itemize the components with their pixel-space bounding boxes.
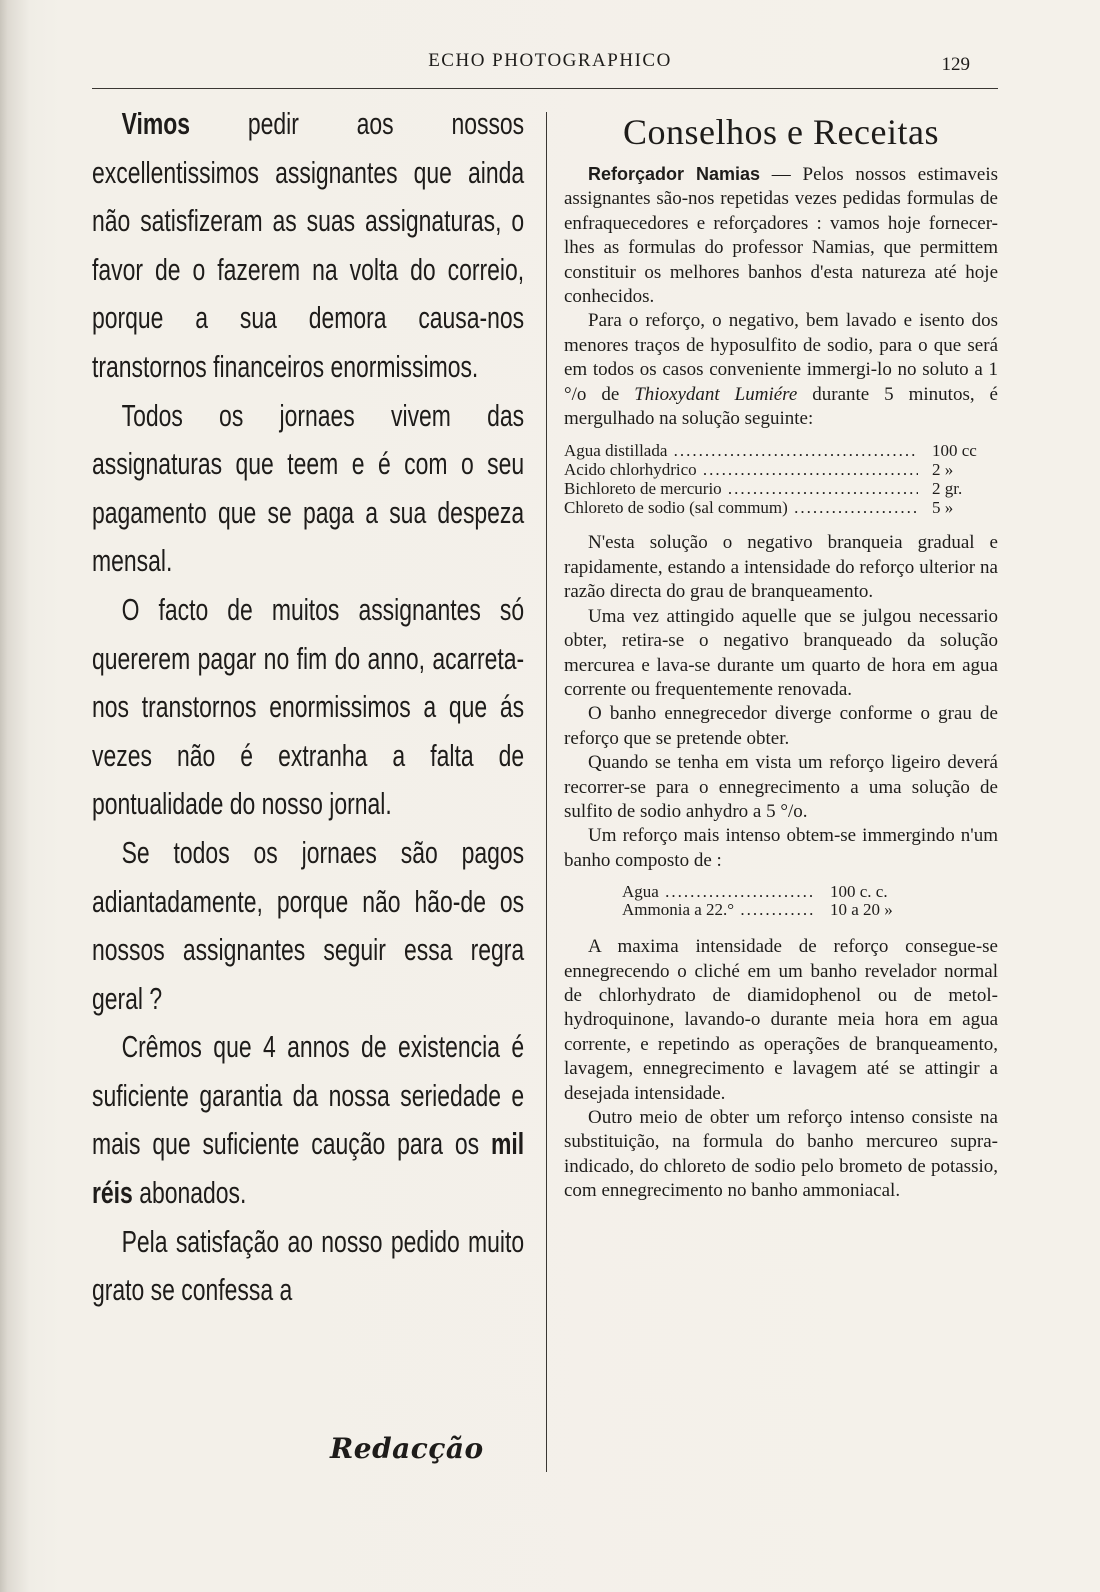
recipe-ingredient: Chloreto de sodio (sal commum) ..... <box>564 498 918 517</box>
notice-column <box>92 100 524 1315</box>
advice-paragraph: N'esta solução o negativo branqueia gradual e rapidamente, estando a intensidade do reforço ulterior na razão directa do grau de branqueamento. <box>564 532 998 603</box>
notice-paragraph <box>92 100 524 392</box>
notice-paragraph <box>92 1023 524 1217</box>
notice-bold-amount: mil réis <box>92 1126 525 1211</box>
page-header <box>0 48 1100 78</box>
advice-lead-heading: Reforçador Namias <box>588 164 761 184</box>
advice-paragraph: Quando se tenha em vista um reforço ligeiro deverá recorrer-se para o ennegrecimento a uma solução de sulfito de sodio anhydro a 5 °/o. <box>564 752 998 822</box>
recipe-table-1 <box>564 441 998 517</box>
advice-paragraph: A maxima intensidade de reforço consegue-se ennegrecendo o cliché em um banho revelador normal de chlorhydrato de diamidophenol ou de metol-hydroquinone, lavando-o durante meia hora em agua corrente, e repetindo as operações de branqueamento, lavagem, ennegrecimento e lavagem até se attingir a desejada intensidade. <box>564 936 998 1104</box>
recipe-quantity: 5 » <box>932 498 954 518</box>
recipe-quantity: 2 » <box>932 460 954 480</box>
notice-paragraph: Se todos os jornaes são pagos adiantadamente, porque não hão-de os nossos assignantes seguir essa regra geral ? <box>92 834 525 1016</box>
recipe-quantity: 10 a 20 » <box>830 900 893 920</box>
recipe-quantity: 2 gr. <box>932 479 963 499</box>
column-divider <box>546 112 547 1472</box>
recipe-quantity: 100 cc <box>932 441 977 461</box>
advice-paragraph: Outro meio de obter um reforço intenso consiste na substituição, na formula do banho mercureo supra-indicado, do chloreto de sodio pelo brometo de potassio, com ennegrecimento no banho ammoniacal. <box>564 1107 998 1202</box>
notice-paragraph-text: pedir aos nossos excellentissimos assignantes que ainda não satisfizeram as suas assignaturas, o favor de o fazerem na volta do correio, porque a sua demora causa-nos transtornos financeiros enormissimos. <box>92 106 525 384</box>
recipe-quantity: 100 c. c. <box>830 882 888 902</box>
advice-paragraph: Uma vez attingido aquelle que se julgou necessario obter, retira-se o negativo branqueado da solução mercurea e lava-se durante um quarto de hora em agua corrente ou frequentemente renovada. <box>564 605 998 700</box>
recipe-row <box>622 901 922 919</box>
recipe-ingredient: Agua distillada ..... <box>564 441 918 460</box>
recipe-ingredient: Bichloreto de mercurio ..... <box>564 479 918 498</box>
advice-paragraph: Um reforço mais intenso obtem-se immergindo n'um banho composto de : <box>564 825 998 871</box>
header-rule <box>92 88 998 89</box>
recipe-ingredient: Ammonia a 22.° ..... <box>622 901 816 919</box>
recipe-row <box>564 479 998 498</box>
recipe-ingredient: Agua ..... <box>622 883 816 901</box>
notice-paragraph-text: Crêmos que 4 annos de existencia é suficiente garantia da nossa seriedade e mais que suficiente caução para os <box>92 1029 525 1162</box>
recipe-ingredient: Acido chlorhydrico ..... <box>564 460 918 479</box>
signature: Redacção <box>330 1432 484 1465</box>
notice-paragraph: O facto de muitos assignantes só quererem pagar no fim do anno, acarreta-nos transtornos enormissimos a que ás vezes não é extranha a falta de pontualidade do nosso jornal. <box>92 591 525 822</box>
recipe-row <box>564 441 998 460</box>
running-head: ECHO PHOTOGRAPHICO <box>428 50 672 71</box>
notice-paragraph: Pela satisfação ao nosso pedido muito grato se confessa a <box>92 1223 525 1308</box>
advice-column <box>564 112 998 1204</box>
recipe-row <box>564 498 998 517</box>
recipe-row <box>564 460 998 479</box>
advice-paragraph-text: Para o reforço, o negativo, bem lavado e isento dos menores traços de hyposulfito de sodio, para o que será em todos os casos conveniente immergi-lo no soluto a 1 °/o de <box>564 310 998 405</box>
advice-paragraph <box>564 309 998 431</box>
notice-text-block <box>92 100 524 1315</box>
section-title: Conselhos e Receitas <box>623 112 939 152</box>
recipe-row <box>622 883 922 901</box>
advice-paragraph: O banho ennegrecedor diverge conforme o grau de reforço que se pretende obter. <box>564 703 998 749</box>
notice-paragraph: Todos os jornaes vivem das assignaturas que teem e é com o seu pagamento que se paga a sua despeza mensal. <box>92 397 525 579</box>
recipe-table-2 <box>622 883 922 919</box>
page-number: 129 <box>941 54 970 75</box>
notice-paragraph-tail: abonados. <box>132 1175 247 1211</box>
notice-lead-word: Vimos <box>121 106 191 141</box>
advice-paragraph-text: — Pelos nossos estimaveis assignantes são-nos repetidas vezes pedidas formulas de enfraquecedores e reforçadores : vamos hoje fornecer-lhes as formulas do professor Namias, que permittem constituir os melhores banhos d'esta natureza até hoje conhecidos. <box>564 164 999 308</box>
advice-paragraph <box>564 162 998 309</box>
advice-paragraph-tail: durante 5 minutos, é mergulhado na solução seguinte: <box>564 383 998 430</box>
product-name: Thioxydant Lumiére <box>634 383 798 405</box>
